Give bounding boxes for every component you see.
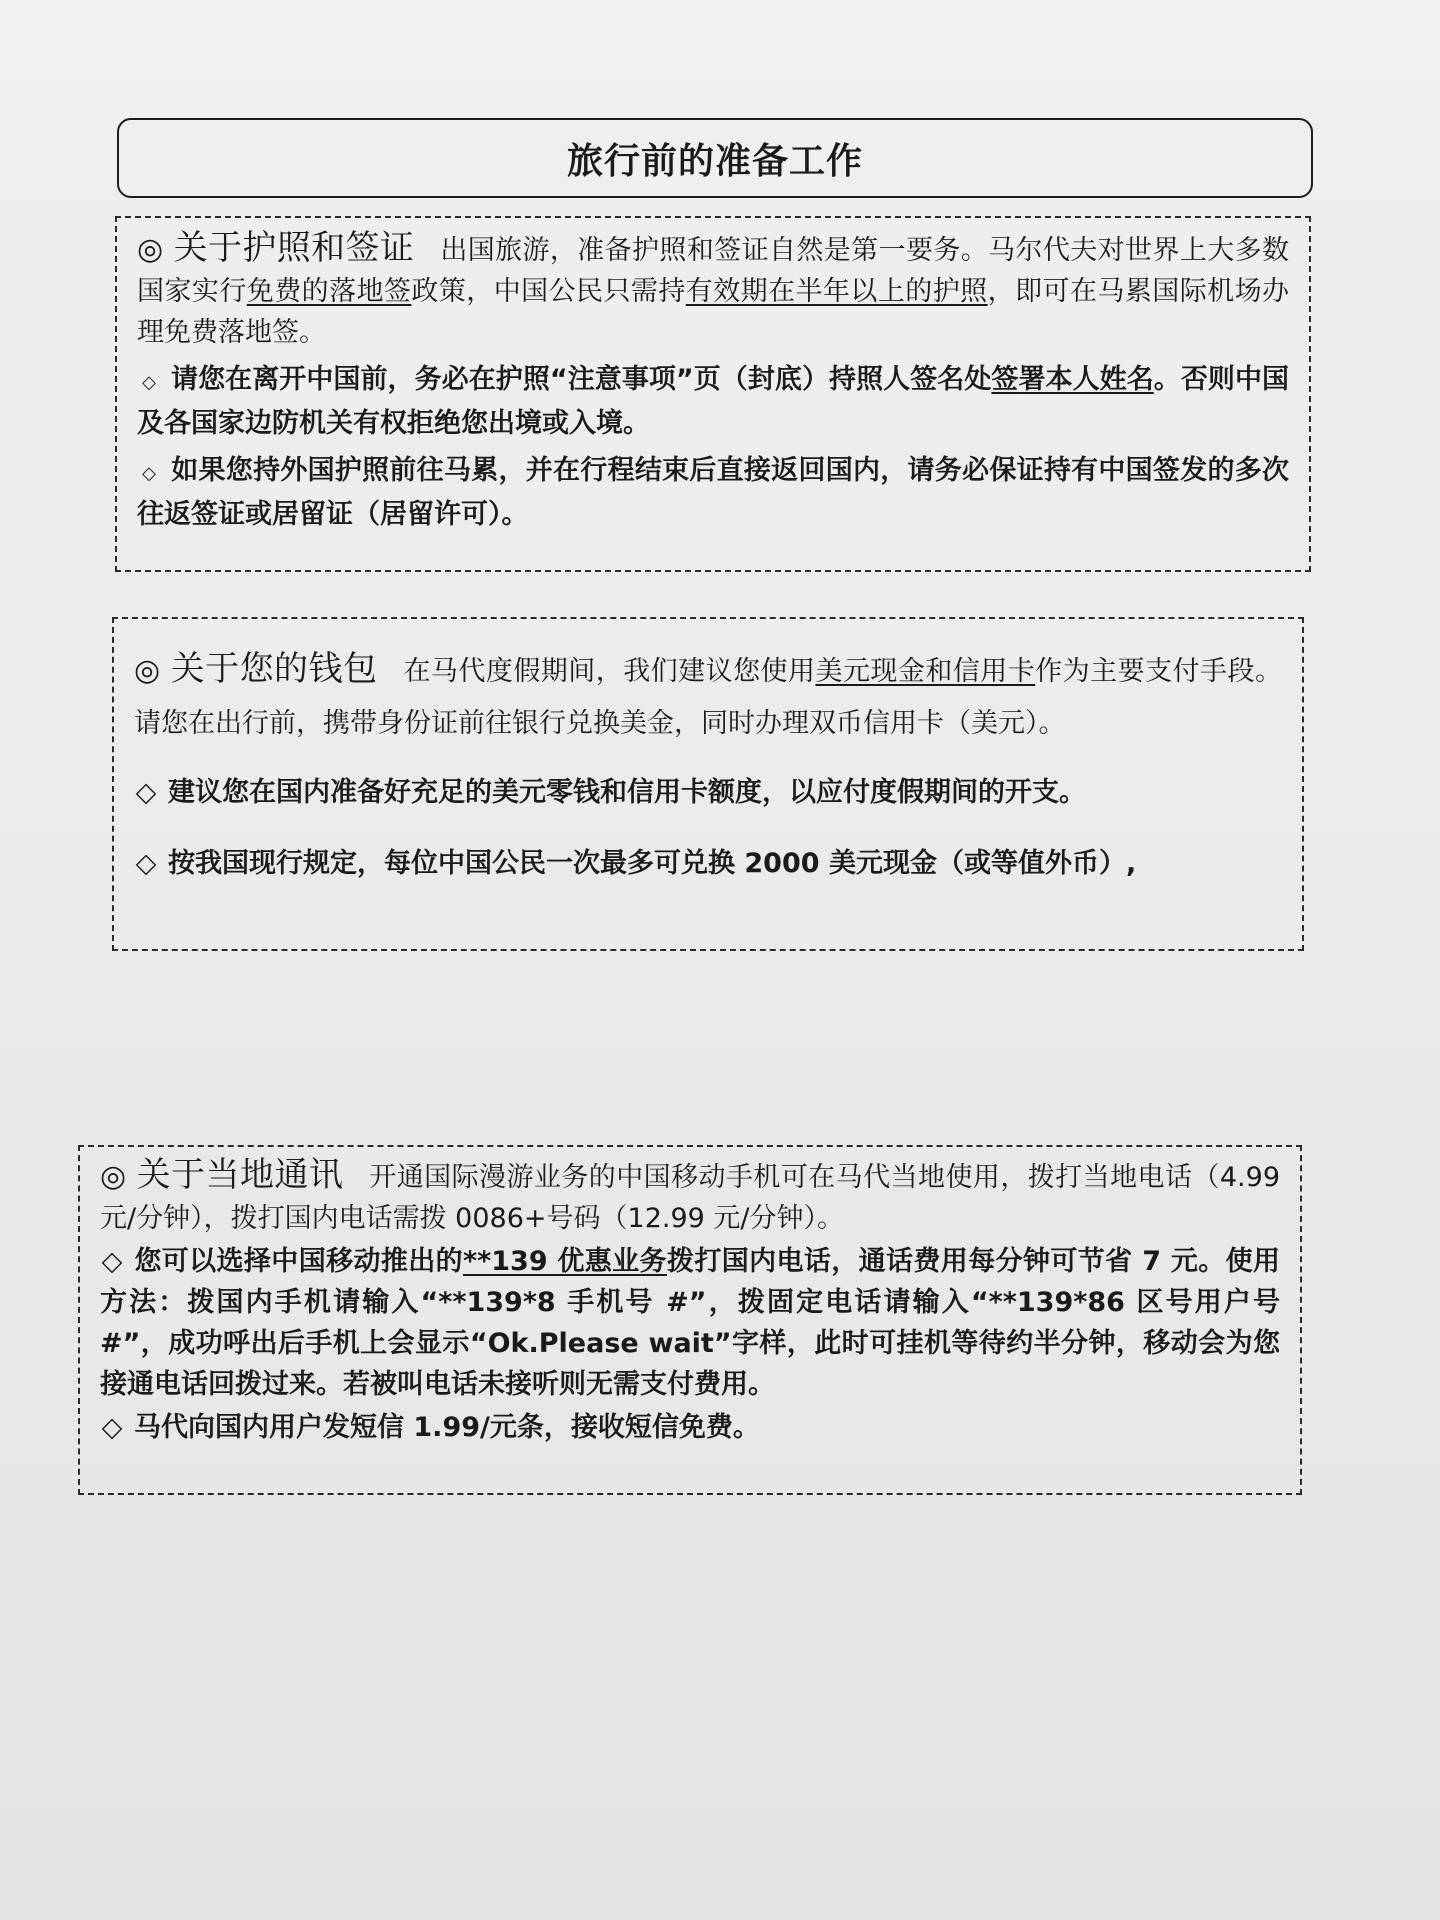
- wallet-bullet-1: [134, 772, 1282, 813]
- passport-bullet-1-text-2: 。否则中国及各国家边防机关有权拒绝您出境或入境。: [137, 364, 1290, 439]
- wallet-bullet-2-text: 按我国现行规定，每位中国公民一次最多可兑换 2000 美元现金（或等值外币）,: [168, 848, 1137, 879]
- passport-intro-text-2: 政策，中国公民只需持: [411, 276, 686, 307]
- comm-bullet-1-highlight: **139 优惠业务: [463, 1246, 667, 1277]
- passport-bullet-1: [137, 359, 1289, 444]
- passport-intro-highlight-2: 有效期在半年以上的护照: [685, 276, 988, 307]
- passport-bullet-2: [137, 450, 1289, 535]
- passport-bullet-1-highlight: 签署本人姓名: [991, 364, 1154, 395]
- diamond-bullet-icon: ◇: [135, 848, 157, 879]
- diamond-bullet-icon: ◇: [135, 777, 157, 808]
- comm-bullet-1-text-2: 拨打国内电话，通话费用每分钟可节省 7 元。使用方法：拨国内手机请输入“**139*8 手机号 #”，拨固定电话请输入“**139*86 区号用户号 #”，成功呼出后手机上会显示“Ok.Please wait”字样，此时可挂机等待约半分钟，移动会为您接通电话回拨过来。若被叫电话未接听则无需支付费用。: [100, 1246, 1281, 1400]
- diamond-bullet-icon: ◇: [142, 463, 156, 484]
- wallet-intro: [134, 643, 1282, 750]
- comm-bullet-1: [100, 1241, 1280, 1405]
- double-circle-icon: ◎: [134, 653, 161, 688]
- passport-intro-highlight-1: 免费的落地签: [246, 276, 412, 307]
- section-wallet: [112, 617, 1304, 951]
- diamond-bullet-icon: ◇: [101, 1246, 123, 1277]
- page-title: 旅行前的准备工作: [566, 140, 863, 182]
- passport-bullet-2-text: 如果您持外国护照前往马累，并在行程结束后直接返回国内，请务必保证持有中国签发的多次往返签证或居留证（居留许可）。: [137, 455, 1289, 530]
- passport-intro: [137, 228, 1289, 353]
- comm-heading: 关于当地通讯: [136, 1155, 344, 1195]
- comm-bullet-2: [100, 1407, 1280, 1448]
- double-circle-icon: ◎: [100, 1159, 127, 1194]
- diamond-bullet-icon: ◇: [101, 1412, 123, 1443]
- wallet-intro-text-1: 在马代度假期间，我们建议您使用: [403, 656, 816, 687]
- wallet-heading: 关于您的钱包: [170, 649, 378, 689]
- section-communication: [78, 1145, 1302, 1495]
- wallet-bullet-2: [134, 843, 1282, 884]
- comm-bullet-2-text: 马代向国内用户发短信 1.99/元条，接收短信免费。: [134, 1412, 760, 1443]
- wallet-intro-text-2: 作为主要支付手段。请您在出行前，携带身份证前往银行兑换美金，同时办理双币信用卡（美元）。: [134, 656, 1282, 739]
- title-box: [117, 118, 1313, 198]
- passport-heading: 关于护照和签证: [173, 228, 415, 268]
- comm-bullet-1-text-1: 您可以选择中国移动推出的: [134, 1246, 464, 1277]
- wallet-bullet-1-text: 建议您在国内准备好充足的美元零钱和信用卡额度，以应付度假期间的开支。: [168, 777, 1086, 808]
- passport-bullet-1-text-1: 请您在离开中国前，务必在护照“注意事项”页（封底）持照人签名处: [171, 364, 992, 395]
- section-passport-visa: [115, 216, 1311, 572]
- comm-intro-text: 开通国际漫游业务的中国移动手机可在马代当地使用，拨打当地电话（4.99 元/分钟），拨打国内电话需拨 0086+号码（12.99 元/分钟）。: [100, 1162, 1280, 1234]
- comm-intro: [100, 1155, 1280, 1239]
- passport-intro-text-1: 出国旅游，准备护照和签证自然是第一要务。马尔代夫对世界上大多数国家实行: [137, 235, 1290, 307]
- diamond-bullet-icon: ◇: [142, 372, 156, 393]
- wallet-intro-highlight: 美元现金和信用卡: [815, 656, 1036, 687]
- passport-intro-text-3: ，即可在马累国际机场办理免费落地签。: [137, 276, 1290, 348]
- double-circle-icon: ◎: [137, 232, 164, 267]
